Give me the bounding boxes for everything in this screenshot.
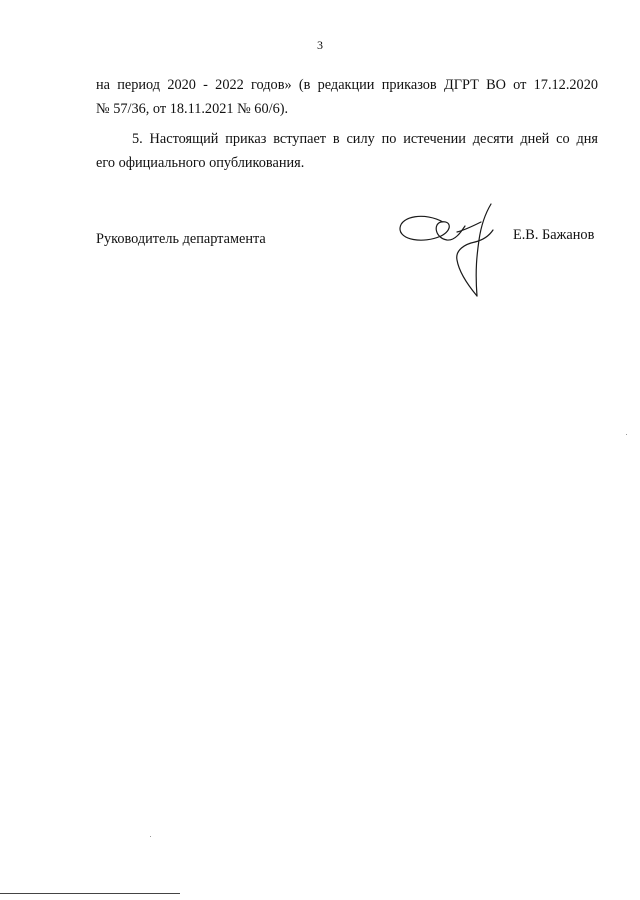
scan-artifact: [626, 434, 627, 435]
signatory-position: Руководитель департамента: [96, 231, 266, 247]
scan-artifact: [150, 836, 151, 837]
signatory-name: Е.В. Бажанов: [513, 227, 595, 243]
paragraph-line: на период 2020 - 2022 годов» (в редакции приказов ДГРТ ВО от 17.12.2020: [96, 77, 598, 93]
paragraph-item-5: [96, 127, 598, 175]
paragraph-continuation: [96, 73, 598, 121]
page-number: 3: [317, 38, 323, 52]
paragraph-line: № 57/36, от 18.11.2021 № 60/6).: [96, 101, 289, 117]
handwritten-signature-icon: [395, 200, 505, 300]
paragraph-line: 5. Настоящий приказ вступает в силу по истечении десяти дней со дня: [132, 131, 598, 147]
paragraph-line: его официального опубликования.: [96, 155, 305, 171]
bottom-divider: [0, 893, 180, 894]
